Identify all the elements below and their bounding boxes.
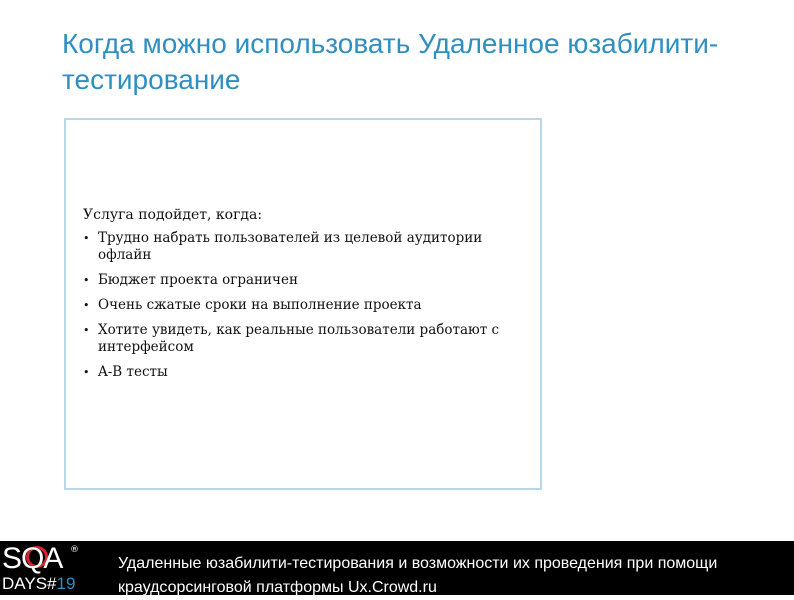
bullet-icon: • (83, 274, 90, 287)
logo-letters-qa: QA (21, 542, 63, 575)
bullet-icon: • (83, 299, 90, 312)
list-item (83, 272, 535, 289)
intro-text: Услуга подойдет, когда: (83, 207, 263, 223)
footer-bar (0, 541, 794, 595)
bullet-list (83, 230, 535, 389)
logo-days-number: 19 (56, 574, 76, 593)
list-item-text: Бюджет проекта ограничен (98, 272, 298, 288)
registered-mark: ® (70, 545, 79, 555)
content-box (64, 118, 542, 490)
list-item (83, 364, 535, 381)
list-item-text: Трудно набрать пользователей из целевой аудитории офлайн (98, 230, 483, 263)
logo-days (2, 574, 75, 594)
logo-letter-s: S (2, 542, 22, 575)
bullet-icon: • (83, 232, 90, 245)
bullet-icon: • (83, 366, 90, 379)
list-item (83, 297, 535, 314)
logo-days-label: DAYS# (2, 574, 57, 593)
bullet-icon: • (83, 324, 90, 337)
list-item-text: Хотите увидеть, как реальные пользователи работают с интерфейсом (98, 322, 500, 355)
list-item-text: A-B тесты (98, 364, 168, 380)
logo-wordmark (2, 543, 62, 575)
list-item (83, 322, 535, 356)
slide-title: Когда можно использовать Удаленное юзабилити-тестирование (62, 28, 719, 95)
list-item (83, 230, 535, 264)
footer-caption: Удаленные юзабилити-тестирования и возможности их проведения при помощи краудсорсинговой платформы Ux.Crowd.ru (118, 555, 718, 596)
list-item-text: Очень сжатые сроки на выполнение проекта (98, 297, 422, 313)
sqa-days-logo (2, 543, 102, 595)
